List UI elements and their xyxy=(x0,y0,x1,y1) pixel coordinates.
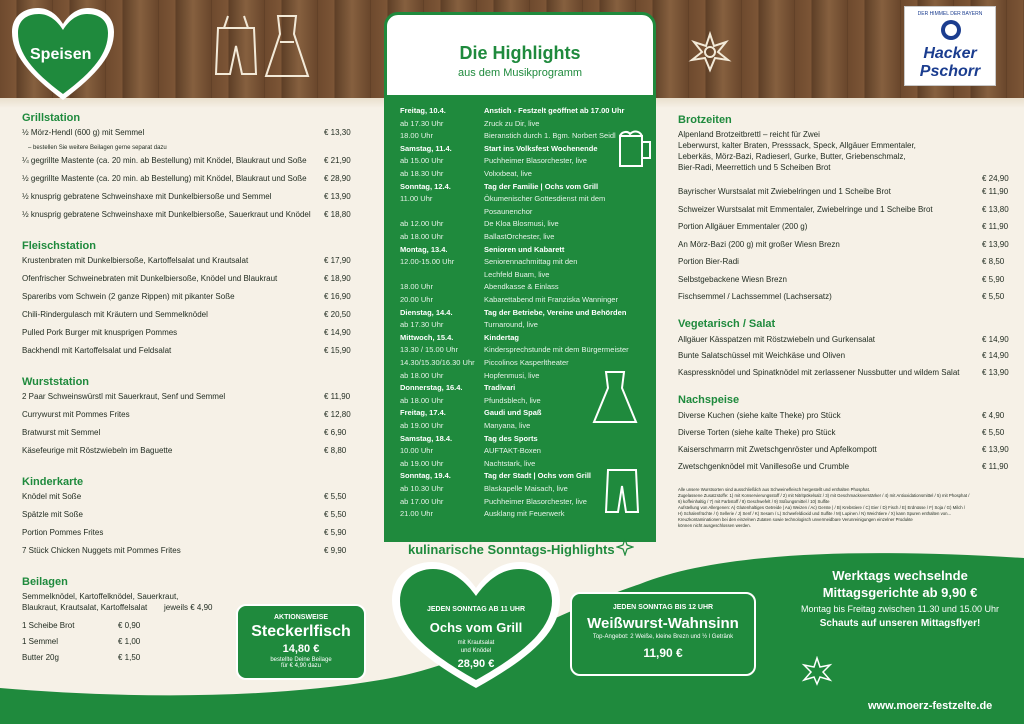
event-when: ab 17.00 Uhr xyxy=(400,496,444,506)
menu-item-price: € 18,90 xyxy=(324,274,351,283)
menu-item-price: € 12,80 xyxy=(324,410,351,419)
menu-item-name: – bestellen Sie weitere Beilagen gerne separat dazu xyxy=(28,145,167,151)
menu-item-name: Portion Bier-Radi xyxy=(678,257,739,266)
event-what: Piccolinos Kasperltheater xyxy=(484,358,569,367)
event-what: Ökumenischer Gottesdienst mit dem xyxy=(484,194,606,204)
promo2-note2: und Knödel xyxy=(460,648,492,654)
menu-item-name: 1 Semmel xyxy=(22,637,59,646)
footnote-line: Zugelassene Zusatzstoffe: 1) mit Konservierungsstoff / 2) mit Nitritpökelsalz / 3) mit Geschmacksverstärker / 4) mit Antioxidationsmittel / 5) mit Phosphat / xyxy=(678,493,970,498)
werktags-line3: Montag bis Freitag zwischen 11.30 und 15.00 Uhr xyxy=(801,604,999,614)
promo3-top: JEDEN SONNTAG BIS 12 UHR xyxy=(612,604,714,611)
menu-item-name: Käsefeurige mit Röstzwiebeln im Baguette xyxy=(22,446,173,455)
event-what: Tag der Stadt | Ochs vom Grill xyxy=(484,471,591,481)
beilagen-line1: Semmelknödel, Kartoffelknödel, Sauerkraut, xyxy=(22,592,179,601)
event-when: ab 18.00 Uhr xyxy=(400,232,444,241)
menu-item-name: Bratwurst mit Semmel xyxy=(22,428,101,437)
event-when: Sonntag, 12.4. xyxy=(400,181,451,191)
highlights-subtitle: aus dem Musikprogramm xyxy=(457,67,583,79)
menu-item-name: ½ Mörz-Hendl (600 g) mit Semmel xyxy=(22,128,145,137)
menu-item-name: Spätzle mit Soße xyxy=(22,510,83,519)
event-what: Turnaround, live xyxy=(484,320,538,330)
event-when: ab 18.30 Uhr xyxy=(400,169,444,178)
footnote-line: H) Schalenfrüchte / I) Sellerie / J) Senf / K) Sesam / L) Schwefeldioxid und Sulfite / M) Lupinen / N) Weichtiere / X) kann Spuren enthalten von... xyxy=(678,511,952,516)
menu-item-name: Spareribs vom Schwein (2 ganze Rippen) mit pikanter Soße xyxy=(22,292,235,301)
promo3-name: Weißwurst-Wahnsinn xyxy=(587,615,739,632)
promo1-top: AKTIONSWEISE xyxy=(273,614,329,621)
promo3-price: 11,90 € xyxy=(643,646,683,660)
event-what: Hopfenmusi, live xyxy=(484,370,540,380)
event-when: 10.00 Uhr xyxy=(400,446,433,456)
event-what: Kindersprechstunde mit dem Bürgermeister xyxy=(484,345,629,355)
brotzeitbrettl-line: Bier-Radi, Meerrettich und 5 Scheiben Brot xyxy=(678,163,831,172)
event-when: Donnerstag, 16.4. xyxy=(400,383,463,393)
promo-steckerlfisch xyxy=(236,604,366,680)
menu-item-name: Krustenbraten mit Dunkelbiersoße, Kartoffelsalat und Krautsalat xyxy=(22,256,249,265)
promo1-note1: bestellte Deine Beilage xyxy=(270,657,332,663)
event-what: Bieranstich durch 1. Bgm. Norbert Seidl xyxy=(484,131,616,141)
menu-item-name: Selbstgebackene Wiesn Brezn xyxy=(678,274,787,284)
menu-item-name: An Mörz-Bazi (200 g) mit großer Wiesn Brezn xyxy=(678,239,840,249)
footnote-line: Kreuzkontaminationen bei den einzelnen Zutaten sowie technologisch unvermeidbare Verunreinigungen einzelner Produkte xyxy=(678,517,913,522)
menu-item-name: Butter 20g xyxy=(22,653,59,662)
promo3-note: Top-Angebot: 2 Weiße, kleine Brezn und ½ l Getränk xyxy=(592,634,734,640)
section-title: Wurststation xyxy=(22,376,90,388)
menu-item-name: Fischsemmel / Lachssemmel (Lachsersatz) xyxy=(678,292,832,301)
footnote-line: Alle unsere Wurstsorten sind ausschließlich aus Schweinefleisch hergestellt und enthalten Phosphat. xyxy=(678,487,870,492)
menu-item-price: € 14,90 xyxy=(982,351,1009,360)
speisen-title: Speisen xyxy=(30,46,92,63)
event-when: Sonntag, 19.4. xyxy=(400,471,451,481)
werktags-line4: Schauts auf unseren Mittagsflyer! xyxy=(819,618,981,629)
menu-item-name: Allgäuer Kässpatzen mit Röstzwiebeln und Gurkensalat xyxy=(678,334,875,344)
event-what: Nachtstark, live xyxy=(484,458,536,468)
promo2-top: JEDEN SONNTAG AB 11 UHR xyxy=(426,606,526,613)
event-when: ab 18.00 Uhr xyxy=(400,370,444,380)
promo1-name: Steckerlfisch xyxy=(251,623,351,640)
event-what: Gaudi und Spaß xyxy=(484,408,542,418)
lederhose-icon xyxy=(212,14,260,78)
menu-item-price: € 1,00 xyxy=(118,637,141,646)
brotzeitbrettl-line: Leberkäs, Mörz-Bazi, Radieserl, Gurke, Butter, Griebenschmalz, xyxy=(678,152,906,161)
menu-item-price: € 11,90 xyxy=(982,222,1009,231)
menu-item-name: Diverse Torten (siehe kalte Theke) pro Stück xyxy=(678,428,836,437)
menu-item-name: Zwetschgenknödel mit Vanillesoße und Crumble xyxy=(678,462,850,471)
event-when: 18.00 Uhr xyxy=(400,282,433,292)
menu-item-name: Currywurst mit Pommes Frites xyxy=(22,410,130,419)
beilagen-line2: Blaukraut, Krautsalat, Kartoffelsalat xyxy=(22,603,148,612)
event-when: Freitag, 10.4. xyxy=(400,106,446,115)
event-when: ab 15.00 Uhr xyxy=(400,156,444,166)
event-when: Dienstag, 14.4. xyxy=(400,307,453,317)
event-what: Seniorennachmittag mit den xyxy=(484,257,578,267)
event-when: 18.00 Uhr xyxy=(400,131,433,141)
menu-item-price: € 15,90 xyxy=(324,346,351,355)
menu-item-price: € 5,90 xyxy=(324,528,347,537)
promo-weisswurst xyxy=(570,592,756,676)
brotzeitbrettl-line: Leberwurst, kalter Braten, Presssack, Speck, Allgäuer Emmentaler, xyxy=(678,141,916,150)
dirndl-panel-icon xyxy=(590,368,640,426)
event-when: 20.00 Uhr xyxy=(400,295,433,304)
menu-item-price: € 13,30 xyxy=(324,128,351,137)
event-what: AUFTAKT-Boxen xyxy=(484,446,541,456)
event-what: Kabarettabend mit Franziska Wanninger xyxy=(484,295,618,304)
event-when: ab 19.00 Uhr xyxy=(400,458,444,468)
event-what: De Kloa Blosmusi, live xyxy=(484,219,559,229)
event-what: Blaskapelle Maisach, live xyxy=(484,484,568,493)
event-what: Abendkasse & Einlass xyxy=(484,282,559,292)
highlights-header xyxy=(384,12,656,98)
section-title: Vegetarisch / Salat xyxy=(678,317,776,330)
promo2-price: 28,90 € xyxy=(457,658,495,670)
event-when: 13.30 / 15.00 Uhr xyxy=(400,345,458,355)
footnote-line: 6) koffeinhaltig / 7) mit Farbstoff / 8) Geschwefelt / 9) Süßungsmittel / 10) Sulfite xyxy=(678,499,830,504)
event-what: Manyana, live xyxy=(484,421,531,430)
menu-item-name: Knödel mit Soße xyxy=(22,492,82,501)
edelweiss-bottom-icon xyxy=(800,656,834,686)
event-what: Pfundsblech, live xyxy=(484,395,541,405)
menu-item-price: € 13,90 xyxy=(982,367,1009,377)
werktags-line1: Werktags wechselnde xyxy=(832,568,968,583)
event-when: Freitag, 17.4. xyxy=(400,408,446,418)
event-what: Ausklang mit Feuerwerk xyxy=(484,509,565,519)
footnote-line: Aufstellung von Allergenen: A) Glutenhaltiges Getreide | Aa) Weizen / Ac) Gerste | / B) Krebstiere / C) Eier / D) Fisch / E) Erdnüsse / F) Soja / G) Milch / xyxy=(678,505,966,510)
event-what: Puchheimer Blasorchester, live xyxy=(484,496,587,506)
menu-item-name: Kaspressknödel und Spinatknödel mit zerlassener Nussbutter und wildem Salat xyxy=(678,367,960,377)
menu-item-name: 2 Paar Schweinswürstl mit Sauerkraut, Senf und Semmel xyxy=(22,392,226,401)
menu-item-price: € 5,90 xyxy=(982,274,1005,284)
menu-item-price: € 20,50 xyxy=(324,310,351,319)
event-when: 12.00-15.00 Uhr xyxy=(400,257,455,267)
beilagen-price: jeweils € 4,90 xyxy=(164,603,213,612)
dirndl-icon xyxy=(262,12,312,80)
event-when: Samstag, 18.4. xyxy=(400,433,453,443)
menu-item-price: € 8,80 xyxy=(324,446,347,455)
event-when: Samstag, 11.4. xyxy=(400,143,452,153)
event-what: Senioren und Kabarett xyxy=(484,244,565,254)
hacker-pschorr-logo xyxy=(904,6,996,86)
menu-item-name: ¼ gegrillte Mastente (ca. 20 min. ab Bestellung) mit Knödel, Blaukraut und Soße xyxy=(22,156,307,165)
menu-item-name: Kaiserschmarrn mit Zwetschgenröster und Apfelkompott xyxy=(678,445,877,454)
event-when: 21.00 Uhr xyxy=(400,509,433,519)
menu-item-name: ½ gegrillte Mastente (ca. 20 min. ab Bestellung) mit Knödel, Blaukraut und Soße xyxy=(22,174,307,183)
event-what: Zruck zu Dir, live xyxy=(484,118,540,128)
menu-item-name: Schweizer Wurstsalat mit Emmentaler, Zwiebelringe und 1 Scheibe Brot xyxy=(678,204,933,214)
event-what: Tag der Betriebe, Vereine und Behörden xyxy=(484,307,627,317)
menu-item-name: Diverse Kuchen (siehe kalte Theke) pro Stück xyxy=(678,411,841,420)
event-when: ab 18.00 Uhr xyxy=(400,395,444,405)
menu-item-price: € 21,90 xyxy=(324,156,351,165)
event-when: ab 12.00 Uhr xyxy=(400,219,444,229)
brotzeitbrettl-line: Alpenland Brotzeitbrettl – reicht für Zwei xyxy=(678,130,820,139)
menu-item-name: ½ knusprig gebratene Schweinshaxe mit Dunkelbiersoße und Semmel xyxy=(22,192,272,201)
menu-item-name: Portion Pommes Frites xyxy=(22,528,104,537)
event-what: Tag der Familie | Ochs vom Grill xyxy=(484,181,599,191)
lederhose-panel-icon xyxy=(604,460,640,516)
menu-item-name: Chili-Rindergulasch mit Kräutern und Semmelknödel xyxy=(22,310,208,319)
event-when: 11.00 Uhr xyxy=(400,194,433,204)
event-when: ab 17.30 Uhr xyxy=(400,320,444,330)
menu-item-price: € 13,80 xyxy=(982,204,1009,214)
menu-item-price: € 14,90 xyxy=(324,328,351,337)
menu-item-price: € 8,50 xyxy=(982,257,1005,266)
menu-item-name: ½ knusprig gebratene Schweinshaxe mit Dunkelbiersoße, Sauerkraut und Knödel xyxy=(22,210,311,219)
menu-item-price: € 6,90 xyxy=(324,428,347,437)
werktags-line2: Mittagsgerichte ab 9,90 € xyxy=(822,585,978,600)
promo1-note2: für € 4,90 dazu xyxy=(280,663,322,669)
event-when: Mittwoch, 15.4. xyxy=(400,332,454,342)
event-what: BallastOrchester, live xyxy=(484,232,555,241)
logo-line-1: Hacker xyxy=(923,45,977,62)
brotzeitbrettl-price: € 24,90 xyxy=(982,174,1009,183)
section-title: Kinderkarte xyxy=(22,476,84,488)
event-what: Kindertag xyxy=(484,332,520,342)
menu-item-price: € 5,50 xyxy=(982,292,1005,301)
menu-item-name: Portion Allgäuer Emmentaler (200 g) xyxy=(678,222,808,231)
footnote-line: können nicht ausgeschlossen werden. xyxy=(678,523,751,528)
menu-item-price: € 13,90 xyxy=(982,445,1009,454)
event-what: Lechfeld Buam, live xyxy=(484,269,550,279)
menu-item-price: € 17,90 xyxy=(324,256,351,265)
menu-item-price: € 0,90 xyxy=(118,621,141,630)
section-title: Brotzeiten xyxy=(678,114,732,126)
highlights-title: Die Highlights xyxy=(459,43,581,63)
event-when: 14.30/15.30/16.30 Uhr xyxy=(400,358,475,367)
event-when: ab 17.30 Uhr xyxy=(400,118,444,128)
event-what: Volxxbeat, live xyxy=(484,169,532,178)
menu-item-name: Bayrischer Wurstsalat mit Zwiebelringen und 1 Scheibe Brot xyxy=(678,187,891,196)
menu-item-name: 1 Scheibe Brot xyxy=(22,621,75,630)
event-when: ab 10.30 Uhr xyxy=(400,484,444,493)
menu-item-price: € 5,50 xyxy=(982,428,1005,437)
event-when: Montag, 13.4. xyxy=(400,244,448,254)
menu-item-price: € 5,50 xyxy=(324,510,347,519)
menu-item-price: € 1,50 xyxy=(118,653,141,662)
menu-item-price: € 11,90 xyxy=(324,392,351,401)
event-what: Anstich - Festzelt geöffnet ab 17.00 Uhr xyxy=(484,106,625,115)
menu-item-name: Bunte Salatschüssel mit Weichkäse und Oliven xyxy=(678,351,846,360)
event-what: Puchheimer Blasorchester, live xyxy=(484,156,587,166)
logo-line-2: Pschorr xyxy=(919,63,981,80)
website-url[interactable]: www.moerz-festzelte.de xyxy=(868,700,993,712)
event-what: Posaunenchor xyxy=(484,206,533,216)
menu-item-name: Pulled Pork Burger mit knusprigen Pommes xyxy=(22,328,178,337)
menu-item-name: Ofenfrischer Schweinebraten mit Dunkelbiersoße, Knödel und Blaukraut xyxy=(22,274,278,283)
menu-item-price: € 16,90 xyxy=(324,292,351,301)
menu-item-price: € 18,80 xyxy=(324,210,351,219)
menu-item-price: € 9,90 xyxy=(324,546,347,555)
section-title: Beilagen xyxy=(22,576,68,588)
section-title: Nachspeise xyxy=(678,394,740,406)
menu-item-price: € 28,90 xyxy=(324,174,351,183)
menu-item-price: € 4,90 xyxy=(982,411,1005,420)
werktags-block xyxy=(780,568,1020,629)
menu-item-price: € 5,50 xyxy=(324,492,347,501)
event-what: Start ins Volksfest Wochenende xyxy=(484,143,598,153)
sunday-highlights-title: kulinarische Sonntags-Highlights xyxy=(408,542,615,557)
logo-top-text: DER HIMMEL DER BAYERN xyxy=(917,11,983,17)
section-title: Grillstation xyxy=(22,112,81,124)
promo1-price: 14,80 € xyxy=(282,643,320,655)
menu-item-price: € 11,90 xyxy=(982,462,1009,471)
event-when: ab 19.00 Uhr xyxy=(400,421,444,430)
menu-item-price: € 13,90 xyxy=(982,239,1009,249)
event-what: Tag des Sports xyxy=(484,433,538,443)
menu-item-name: Backhendl mit Kartoffelsalat und Feldsalat xyxy=(22,346,172,355)
promo2-note1: mit Krautsalat xyxy=(457,640,495,646)
menu-item-price: € 14,90 xyxy=(982,334,1009,344)
logo-emblem-icon xyxy=(939,19,963,41)
beer-mug-icon xyxy=(616,130,654,170)
menu-item-price: € 11,90 xyxy=(982,187,1009,196)
menu-item-name: 7 Stück Chicken Nuggets mit Pommes Frites xyxy=(22,546,181,555)
event-what: Tradivari xyxy=(484,383,516,393)
section-title: Fleischstation xyxy=(22,240,96,252)
edelweiss-icon xyxy=(688,30,732,74)
menu-item-price: € 13,90 xyxy=(324,192,351,201)
promo2-name: Ochs vom Grill xyxy=(429,620,523,635)
